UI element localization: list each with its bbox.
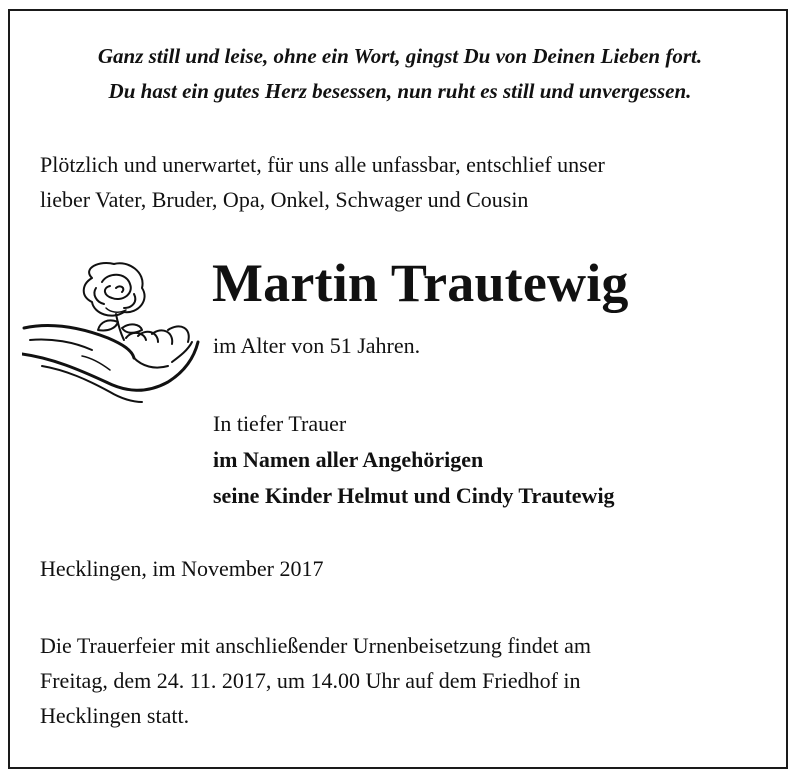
funeral-line-3: Hecklingen statt. bbox=[40, 703, 190, 728]
hands-holding-rose-icon bbox=[22, 258, 204, 406]
deceased-name: Martin Trautewig bbox=[212, 253, 629, 313]
funeral-line-2: Freitag, dem 24. 11. 2017, um 14.00 Uhr auf dem Friedhof in bbox=[40, 668, 581, 693]
mourners-block bbox=[213, 406, 615, 514]
deceased-age: im Alter von 51 Jahren. bbox=[213, 333, 421, 358]
funeral-info bbox=[40, 628, 762, 733]
mourners-line-3: seine Kinder Helmut und Cindy Trautewig bbox=[213, 483, 615, 508]
mourners-line-2: im Namen aller Angehörigen bbox=[213, 447, 484, 472]
funeral-line-1: Die Trauerfeier mit anschließender Urnenbeisetzung findet am bbox=[40, 633, 592, 658]
motto-line-2: Du hast ein gutes Herz besessen, nun ruht es still und unvergessen. bbox=[108, 79, 692, 103]
intro-text bbox=[40, 147, 762, 217]
intro-line-1: Plötzlich und unerwartet, für uns alle unfassbar, entschlief unser bbox=[40, 152, 605, 177]
place-date: Hecklingen, im November 2017 bbox=[40, 556, 324, 581]
motto-line-1: Ganz still und leise, ohne ein Wort, gingst Du von Deinen Lieben fort. bbox=[97, 44, 703, 68]
mourners-line-1: In tiefer Trauer bbox=[213, 411, 347, 436]
intro-line-2: lieber Vater, Bruder, Opa, Onkel, Schwager und Cousin bbox=[40, 187, 529, 212]
